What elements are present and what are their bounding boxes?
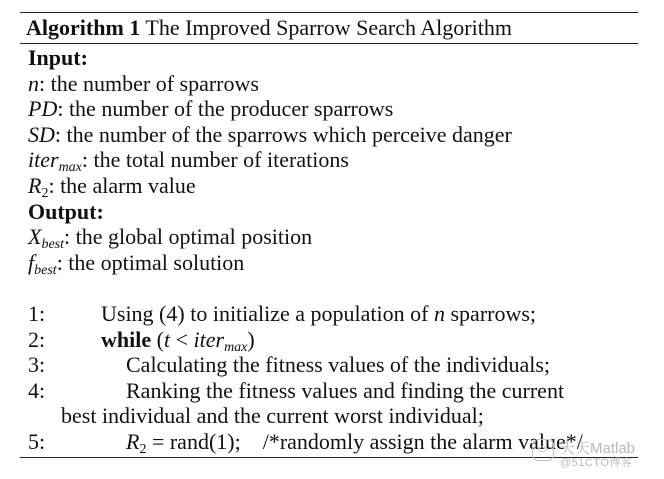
input-item: $R_2$: the alarm value bbox=[28, 172, 196, 201]
input-item: iter$_{max}$: the total number of iterations bbox=[28, 147, 349, 176]
step-4-continuation: best individual and the current worst individual; bbox=[61, 403, 484, 429]
output-heading: Output: bbox=[28, 198, 104, 224]
step-5: 5: $R_2$ = rand(1); /*randomly assign the alarm value*/ bbox=[28, 428, 583, 457]
input-item: SD: the number of the sparrows which perceive danger bbox=[28, 121, 512, 147]
algorithm-body bbox=[20, 44, 638, 455]
input-heading: Input: bbox=[28, 45, 88, 70]
output-item: $f_{best}$: the optimal solution bbox=[28, 249, 245, 278]
input-item: n: the number of sparrows bbox=[28, 70, 259, 96]
step-2: 2: while (t < iter$_{max}$) bbox=[28, 326, 255, 355]
while-keyword: while bbox=[101, 326, 152, 352]
watermark-site: @51CTO博客 bbox=[560, 457, 633, 469]
wechat-icon bbox=[532, 439, 554, 461]
algorithm-label: Algorithm 1 bbox=[26, 15, 141, 40]
input-item: PD: the number of the producer sparrows bbox=[28, 96, 394, 122]
watermark bbox=[532, 437, 658, 471]
step-3: 3: Calculating the fitness values of the individuals; bbox=[28, 352, 551, 378]
watermark-name: 天天Matlab bbox=[560, 440, 636, 457]
algorithm-name: The Improved Sparrow Search Algorithm bbox=[145, 15, 512, 40]
spacer bbox=[28, 275, 638, 301]
step-4: 4: Ranking the fitness values and finding the current bbox=[28, 377, 565, 403]
algorithm-title bbox=[20, 13, 638, 43]
step-1: 1: Using (4) to initialize a population of n sparrows; bbox=[28, 300, 537, 326]
output-item: $X_{best}$: the global optimal position bbox=[28, 224, 313, 253]
algorithm-box bbox=[20, 12, 638, 458]
